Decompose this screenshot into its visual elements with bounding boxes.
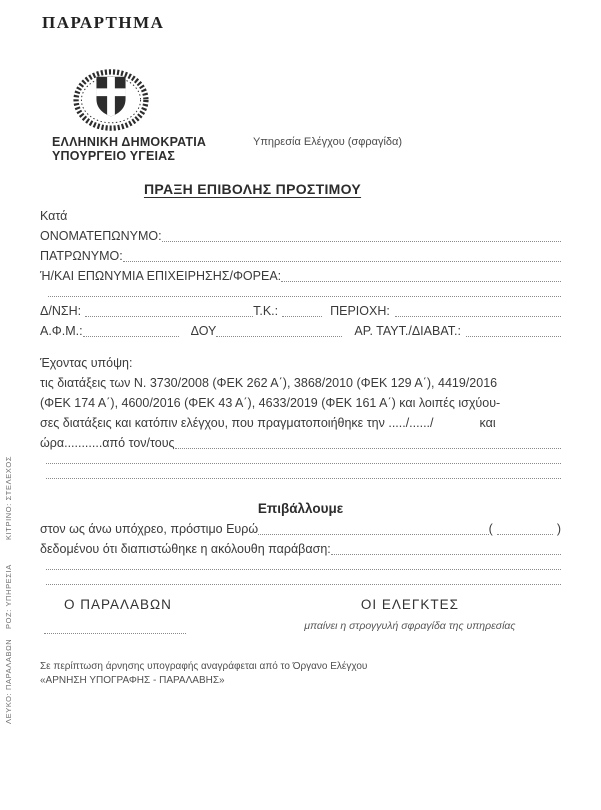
form-body — [40, 206, 561, 688]
fine-amount-label: στον ως άνω υπόχρεο, πρόστιμο Ευρώ — [40, 522, 259, 536]
fathersname-label: ΠΑΤΡΩΝΥΜΟ: — [40, 249, 123, 263]
receiver-signature-line — [44, 621, 186, 634]
and-word: και — [479, 416, 496, 430]
greek-coat-of-arms-icon — [52, 68, 170, 132]
dotted-fill — [216, 326, 342, 337]
law-refs-1: τις διατάξεις των Ν. 3730/2008 (ΦΕΚ 262 Α΄), 3868/2010 (ΦΕΚ 129 Α΄), 4419/2016 — [40, 376, 498, 390]
dotted-fill — [46, 574, 561, 585]
dotted-fill — [46, 453, 561, 464]
copy-color-label-yellow: ΚΙΤΡΙΝΟ: ΣΤΕΛΕΧΟΣ — [4, 455, 13, 540]
document-title: ΠΡΑΞΗ ΕΠΙΒΟΛΗΣ ΠΡΟΣΤΙΜΟΥ — [143, 181, 362, 197]
fine-amount-line — [40, 519, 561, 539]
business-name-continuation-line — [40, 286, 561, 301]
hellenic-republic-label: ΕΛΛΗΝΙΚΗ ΔΗΜΟΚΡΑΤΙΑ — [52, 135, 207, 149]
impose-heading-line — [40, 499, 561, 519]
address-label: Δ/ΝΣΗ: — [40, 304, 82, 318]
dotted-fill — [123, 251, 561, 262]
having-regard-label: Έχοντας υπόψη: — [40, 356, 133, 370]
copy-color-label-pink: ΡΟΖ: ΥΠΗΡΕΣΙΑ — [4, 564, 13, 630]
address-line — [40, 301, 561, 321]
law-refs-2: (ΦΕΚ 174 Α΄), 4600/2016 (ΦΕΚ 43 Α΄), 4633/2019 (ΦΕΚ 161 Α΄) και λοιπές ισχύου- — [40, 396, 501, 410]
fathersname-line — [40, 246, 561, 266]
dotted-fill — [497, 524, 553, 535]
inspection-date-text: σες διατάξεις και κατόπιν ελέγχου, που πραγματοποιήθηκε την ...../....../ — [40, 416, 434, 430]
violation-line — [40, 539, 561, 559]
law-refs-line-1 — [40, 373, 561, 393]
annex-heading: ΠΑΡΑΡΤΗΜΑ — [42, 13, 165, 32]
kata-line — [40, 206, 561, 226]
letterhead — [52, 68, 207, 164]
dotted-fill — [281, 271, 561, 282]
paren-open: ( — [488, 522, 493, 536]
tax-office-label: ΔΟΥ — [190, 324, 217, 338]
form-lines — [40, 206, 561, 589]
dotted-fill — [46, 559, 561, 570]
fullname-label: ΟΝΟΜΑΤΕΠΩΝΥΜΟ: — [40, 229, 162, 243]
round-stamp-note: μπαίνει η στρογγυλή σφραγίδα της υπηρεσίας — [304, 620, 516, 632]
inspection-time-line — [40, 433, 561, 453]
inspectors-dotted-line-1 — [40, 453, 561, 468]
dotted-fill — [331, 544, 561, 555]
inspectors-label: ΟΙ ΕΛΕΓΚΤΕΣ — [360, 597, 459, 612]
inspectors-signature-block — [259, 597, 561, 634]
dotted-fill — [175, 438, 561, 449]
paren-close: ) — [556, 522, 561, 536]
dotted-fill — [83, 326, 179, 337]
law-refs-line-2 — [40, 393, 561, 413]
copy-color-label-white: ΛΕΥΚΟ: ΠΑΡΑΛΑΒΩΝ — [4, 638, 13, 725]
business-name-line — [40, 266, 561, 286]
business-name-label: Ή/ΚΑΙ ΕΠΩΝΥΜΙΑ ΕΠΙΧΕΙΡΗΣΗΣ/ΦΟΡΕΑ: — [40, 269, 282, 283]
violation-label: δεδομένου ότι διαπιστώθηκε η ακόλουθη παράβαση: — [40, 542, 331, 556]
dotted-fill — [395, 306, 561, 317]
ministry-of-health-label: ΥΠΟΥΡΓΕΙΟ ΥΓΕΙΑΣ — [52, 149, 176, 164]
dotted-fill — [85, 306, 253, 317]
dotted-fill — [162, 231, 561, 242]
refusal-note-line-1: Σε περίπτωση άρνησης υπογραφής αναγράφεται από το Όργανο Ελέγχου — [40, 661, 368, 672]
dotted-fill — [48, 286, 561, 297]
dotted-fill — [282, 306, 322, 317]
refusal-note — [40, 660, 561, 688]
id-passport-label: ΑΡ. ΤΑΥΤ./ΔΙΑΒΑΤ.: — [354, 324, 461, 338]
tax-id-line — [40, 321, 561, 341]
postal-code-label: Τ.Κ.: — [253, 304, 279, 318]
inspection-date-line — [40, 413, 561, 433]
kata-label: Κατά — [40, 209, 68, 223]
violation-dotted-line-2 — [40, 574, 561, 589]
signatures-row — [40, 597, 561, 634]
receiver-signature-block — [40, 597, 259, 634]
inspection-service-stamp-note: Υπηρεσία Ελέγχου (σφραγίδα) — [253, 136, 403, 148]
impose-heading: Επιβάλλουμε — [257, 501, 344, 516]
refusal-note-line-2: «ΑΡΝΗΣΗ ΥΠΟΓΡΑΦΗΣ - ΠΑΡΑΛΑΒΗΣ» — [40, 675, 225, 686]
area-label: ΠΕΡΙΟΧΗ: — [330, 304, 390, 318]
inspection-time-text: ώρα...........από τον/τους — [40, 436, 175, 450]
fullname-line — [40, 226, 561, 246]
tax-id-label: Α.Φ.Μ.: — [40, 324, 83, 338]
inspectors-dotted-line-2 — [40, 468, 561, 483]
dotted-fill — [258, 524, 489, 535]
dotted-fill — [46, 468, 561, 479]
violation-dotted-line-1 — [40, 559, 561, 574]
receiver-signature-label: Ο ΠΑΡΑΛΑΒΩΝ — [64, 597, 172, 612]
dotted-fill — [466, 326, 561, 337]
having-regard-line — [40, 353, 561, 373]
